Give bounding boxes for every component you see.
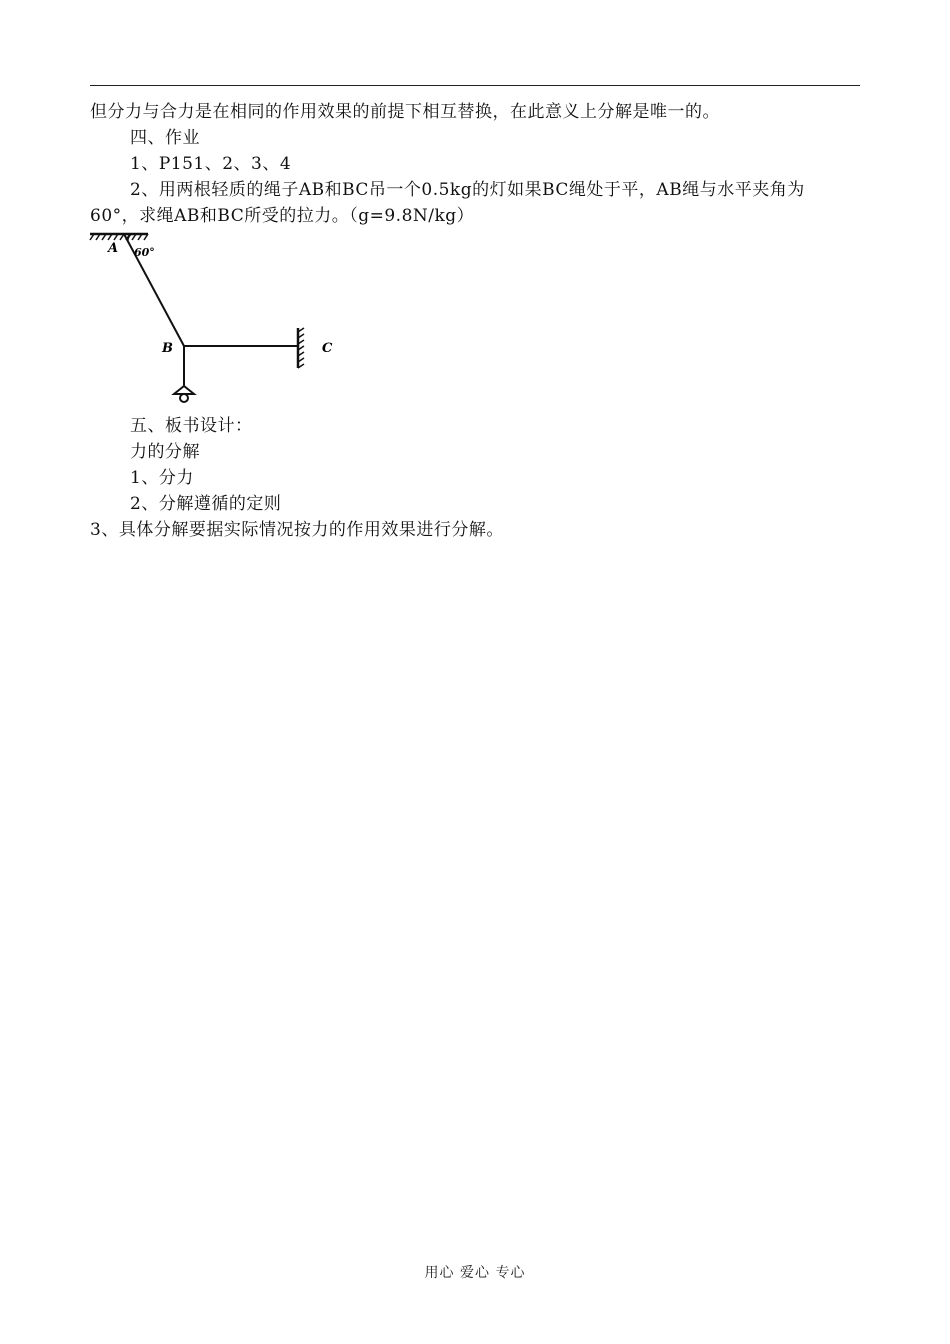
- lamp-icon: [174, 386, 194, 402]
- board-title: 力的分解: [130, 442, 200, 462]
- label-c: C: [322, 341, 333, 356]
- homework-item-1: 1、P151、2、3、4: [130, 154, 292, 174]
- header-rule: [90, 85, 860, 86]
- board-item-3: 3、具体分解要据实际情况按力的作用效果进行分解。: [90, 520, 504, 540]
- homework-item-2: 2、用两根轻质的绳子AB和BC吊一个0.5kg的灯如果BC绳处于平，AB绳与水平夹角为: [130, 180, 805, 200]
- paragraph-continuation: 但分力与合力是在相同的作用效果的前提下相互替换，在此意义上分解是唯一的。: [90, 102, 720, 122]
- label-b: B: [162, 341, 173, 356]
- angle-label: 60°: [134, 246, 155, 259]
- rope-lamp-diagram: [88, 228, 348, 408]
- board-item-2: 2、分解遵循的定则: [130, 494, 282, 514]
- board-item-1: 1、分力: [130, 468, 194, 488]
- section-heading-homework: 四、作业: [130, 128, 200, 148]
- section-heading-board-design: 五、板书设计：: [130, 416, 253, 436]
- homework-item-2-continued: 60°，求绳AB和BC所受的拉力。（g=9.8N/kg）: [90, 206, 475, 226]
- label-a: A: [108, 241, 119, 256]
- page-footer: 用心 爱心 专心: [424, 1265, 526, 1281]
